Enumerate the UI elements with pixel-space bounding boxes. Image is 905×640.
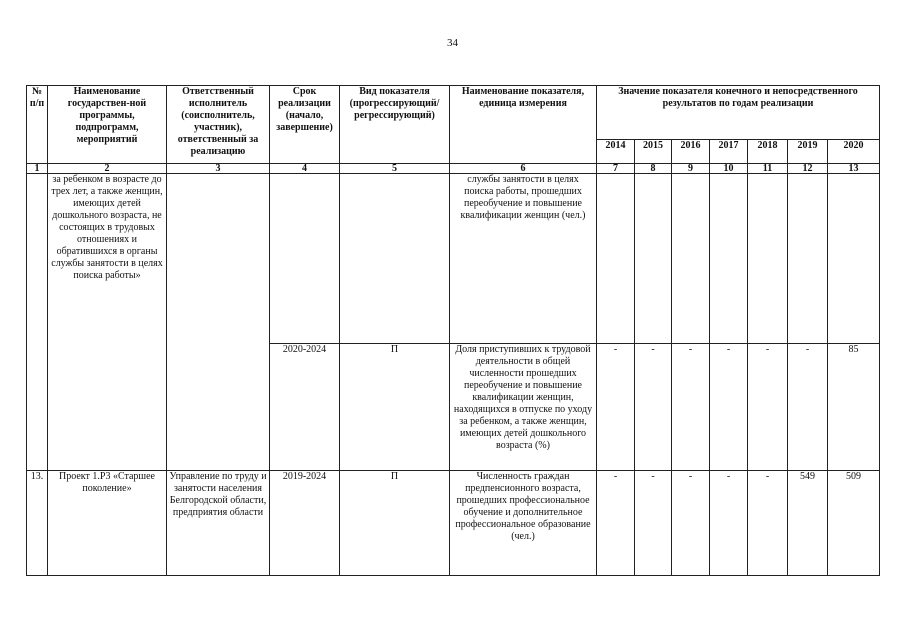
- cell-indicator-type: П: [340, 344, 450, 471]
- cell-value: [635, 174, 672, 344]
- column-number: 9: [672, 164, 710, 174]
- cell-value: 549: [788, 471, 828, 576]
- cell-responsible: Управление по труду и занятости населения Белгородской области, предприятия области: [167, 471, 270, 576]
- cell-value: [748, 174, 788, 344]
- cell-term: 2020-2024: [270, 344, 340, 471]
- cell-term: 2019-2024: [270, 471, 340, 576]
- cell-value: -: [672, 471, 710, 576]
- header-year: 2014: [597, 140, 635, 164]
- header-no: № п/п: [27, 86, 48, 164]
- column-number: 7: [597, 164, 635, 174]
- cell-value: -: [672, 344, 710, 471]
- column-number: 1: [27, 164, 48, 174]
- column-number: 2: [48, 164, 167, 174]
- cell-value: [788, 174, 828, 344]
- column-number: 13: [828, 164, 880, 174]
- cell-program: Проект 1.Р3 «Старшее поколение»: [48, 471, 167, 576]
- cell-program: за ребенком в возрасте до трех лет, а также женщин, имеющих детей дошкольного возраста, не состоящих в трудовых отношениях и обратившихся в органы службы занятости в целях поиска работы»: [48, 174, 167, 471]
- column-number-row: [27, 164, 880, 174]
- header-program: Наименование государствен-ной программы, подпрограмм, мероприятий: [48, 86, 167, 164]
- cell-indicator-name: службы занятости в целях поиска работы, прошедших переобучение и повышение квалификации женщин (чел.): [450, 174, 597, 344]
- cell-value: -: [635, 471, 672, 576]
- header-values-group: Значение показателя конечного и непосредственного результатов по годам реализации: [597, 86, 880, 140]
- cell-value: -: [635, 344, 672, 471]
- column-number: 6: [450, 164, 597, 174]
- header-year: 2020: [828, 140, 880, 164]
- cell-responsible: [167, 174, 270, 471]
- header-year: 2018: [748, 140, 788, 164]
- cell-value: -: [597, 471, 635, 576]
- column-number: 11: [748, 164, 788, 174]
- cell-value: -: [710, 471, 748, 576]
- cell-value: [828, 174, 880, 344]
- table-row: [27, 471, 880, 576]
- cell-no: 13.: [27, 471, 48, 576]
- cell-value: -: [748, 344, 788, 471]
- header-year: 2015: [635, 140, 672, 164]
- header-indicator-name: Наименование показателя, единица измерения: [450, 86, 597, 164]
- cell-indicator-name: Численность граждан предпенсионного возраста, прошедших профессиональное обучение и дополнительное профессиональное образование (чел.): [450, 471, 597, 576]
- cell-no: [27, 174, 48, 471]
- column-number: 5: [340, 164, 450, 174]
- cell-value: 85: [828, 344, 880, 471]
- header-year: 2019: [788, 140, 828, 164]
- cell-indicator-type: [340, 174, 450, 344]
- cell-value: [597, 174, 635, 344]
- cell-indicator-name: Доля приступивших к трудовой деятельности в общей численности прошедших переобучение и повышение квалификации женщин, находящихся в отпуске по уходу за ребенком, а также женщин, имеющих детей дошкольного возраста (%): [450, 344, 597, 471]
- cell-term: [270, 174, 340, 344]
- cell-value: [710, 174, 748, 344]
- cell-value: -: [597, 344, 635, 471]
- cell-value: -: [788, 344, 828, 471]
- header-responsible: Ответственный исполнитель (соисполнитель, участник), ответственный за реализацию: [167, 86, 270, 164]
- cell-value: [672, 174, 710, 344]
- column-number: 10: [710, 164, 748, 174]
- header-year: 2017: [710, 140, 748, 164]
- header-indicator-type: Вид показателя (прогрессирующий/ регрессирующий): [340, 86, 450, 164]
- cell-indicator-type: П: [340, 471, 450, 576]
- column-number: 8: [635, 164, 672, 174]
- header-row: [27, 86, 880, 140]
- column-number: 12: [788, 164, 828, 174]
- table-row: [27, 174, 880, 344]
- cell-value: -: [710, 344, 748, 471]
- indicators-table: [26, 85, 880, 576]
- column-number: 4: [270, 164, 340, 174]
- header-term: Срок реализации (начало, завершение): [270, 86, 340, 164]
- cell-value: 509: [828, 471, 880, 576]
- page-number: 34: [447, 37, 458, 49]
- cell-value: -: [748, 471, 788, 576]
- column-number: 3: [167, 164, 270, 174]
- header-year: 2016: [672, 140, 710, 164]
